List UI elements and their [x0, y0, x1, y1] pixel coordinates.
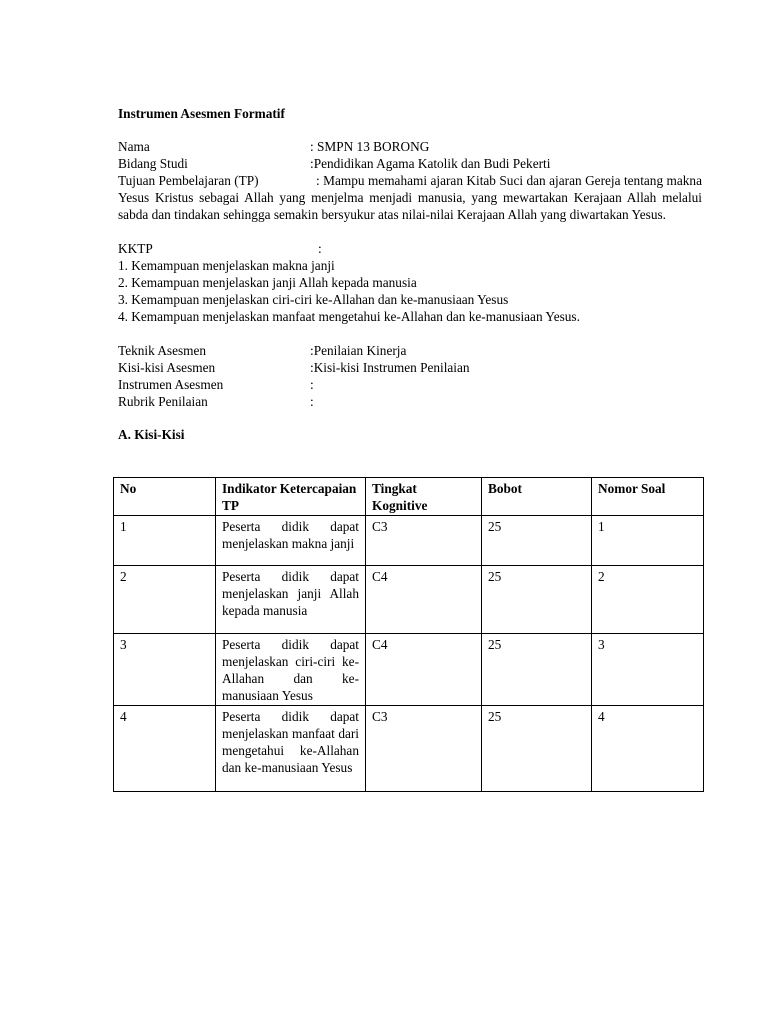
- rubrik-penilaian-value: :: [310, 394, 314, 409]
- cell-tingkat: C3: [366, 706, 482, 792]
- header-nomor-soal: Nomor Soal: [592, 478, 704, 516]
- nama-label: Nama: [118, 139, 150, 154]
- tp-value: : Mampu memahami ajaran Kitab Suci dan ajaran Gereja tentang makna Yesus Kristus sebagai Allah yang menjelma menjadi manusia, yang mewartakan Kerajaan Allah melalui sabda dan tindakan sehingga semakin bersyukur atas nilai-nilai Kerajaan Allah yang diwartakan Yesus.: [118, 173, 702, 222]
- cell-no: 1: [114, 516, 216, 566]
- cell-tingkat: C3: [366, 516, 482, 566]
- bidang-studi-value: :Pendidikan Agama Katolik dan Budi Pekerti: [310, 156, 551, 171]
- kisi-asesmen-value: :Kisi-kisi Instrumen Penilaian: [310, 360, 470, 375]
- cell-no: 2: [114, 566, 216, 634]
- cell-nomor-soal: 2: [592, 566, 704, 634]
- cell-indikator: Peserta didik dapat menjelaskan makna janji: [216, 516, 366, 566]
- instrumen-asesmen-value: :: [310, 377, 314, 392]
- cell-indikator: Peserta didik dapat menjelaskan manfaat dari mengetahui ke-Allahan dan ke-manusiaan Yesus: [216, 706, 366, 792]
- kktp-list: [118, 257, 702, 325]
- rubrik-penilaian-label: Rubrik Penilaian: [118, 394, 208, 409]
- instrumen-asesmen-row: [118, 376, 702, 393]
- cell-bobot: 25: [482, 634, 592, 706]
- nama-value: : SMPN 13 BORONG: [310, 139, 430, 154]
- kktp-heading: [118, 240, 702, 257]
- cell-tingkat: C4: [366, 566, 482, 634]
- table-row: [114, 706, 704, 792]
- table-row: [114, 634, 704, 706]
- cell-nomor-soal: 1: [592, 516, 704, 566]
- rubrik-penilaian-row: [118, 393, 702, 410]
- cell-bobot: 25: [482, 516, 592, 566]
- bidang-studi-label: Bidang Studi: [118, 156, 188, 171]
- cell-no: 4: [114, 706, 216, 792]
- cell-nomor-soal: 3: [592, 634, 704, 706]
- table-header-row: [114, 478, 704, 516]
- teknik-asesmen-label: Teknik Asesmen: [118, 343, 207, 358]
- header-bobot: Bobot: [482, 478, 592, 516]
- header-no: No: [114, 478, 216, 516]
- cell-tingkat: C4: [366, 634, 482, 706]
- kktp-label: KKTP: [118, 241, 153, 256]
- tp-label: Tujuan Pembelajaran (TP): [118, 173, 259, 188]
- cell-bobot: 25: [482, 566, 592, 634]
- teknik-asesmen-row: [118, 342, 702, 359]
- cell-bobot: 25: [482, 706, 592, 792]
- cell-indikator: Peserta didik dapat menjelaskan janji Allah kepada manusia: [216, 566, 366, 634]
- kktp-item: 4. Kemampuan menjelaskan manfaat mengetahui ke-Allahan dan ke-manusiaan Yesus.: [118, 309, 580, 324]
- teknik-asesmen-value: :Penilaian Kinerja: [310, 343, 407, 358]
- kisi-asesmen-label: Kisi-kisi Asesmen: [118, 360, 216, 375]
- cell-indikator: Peserta didik dapat menjelaskan ciri-ciri ke-Allahan dan ke-manusiaan Yesus: [216, 634, 366, 706]
- table-row: [114, 566, 704, 634]
- cell-no: 3: [114, 634, 216, 706]
- kisi-asesmen-row: [118, 359, 702, 376]
- tujuan-pembelajaran: [118, 172, 702, 223]
- kktp-item: 1. Kemampuan menjelaskan makna janji: [118, 258, 335, 273]
- kktp-item: 3. Kemampuan menjelaskan ciri-ciri ke-Allahan dan ke-manusiaan Yesus: [118, 292, 509, 307]
- kisi-kisi-table: [113, 477, 704, 792]
- document-title: Instrumen Asesmen Formatif: [118, 106, 285, 121]
- bidang-studi-row: [118, 155, 702, 172]
- document-page: [118, 105, 702, 451]
- instrumen-asesmen-label: Instrumen Asesmen: [118, 377, 224, 392]
- header-indikator: Indikator Ketercapaian TP: [216, 478, 366, 516]
- cell-nomor-soal: 4: [592, 706, 704, 792]
- table-row: [114, 516, 704, 566]
- kktp-item: 2. Kemampuan menjelaskan janji Allah kepada manusia: [118, 275, 417, 290]
- kktp-colon: :: [318, 241, 322, 256]
- section-heading-kisi-kisi: A. Kisi-Kisi: [118, 427, 185, 442]
- header-tingkat: Tingkat Kognitive: [366, 478, 482, 516]
- nama-row: [118, 138, 702, 155]
